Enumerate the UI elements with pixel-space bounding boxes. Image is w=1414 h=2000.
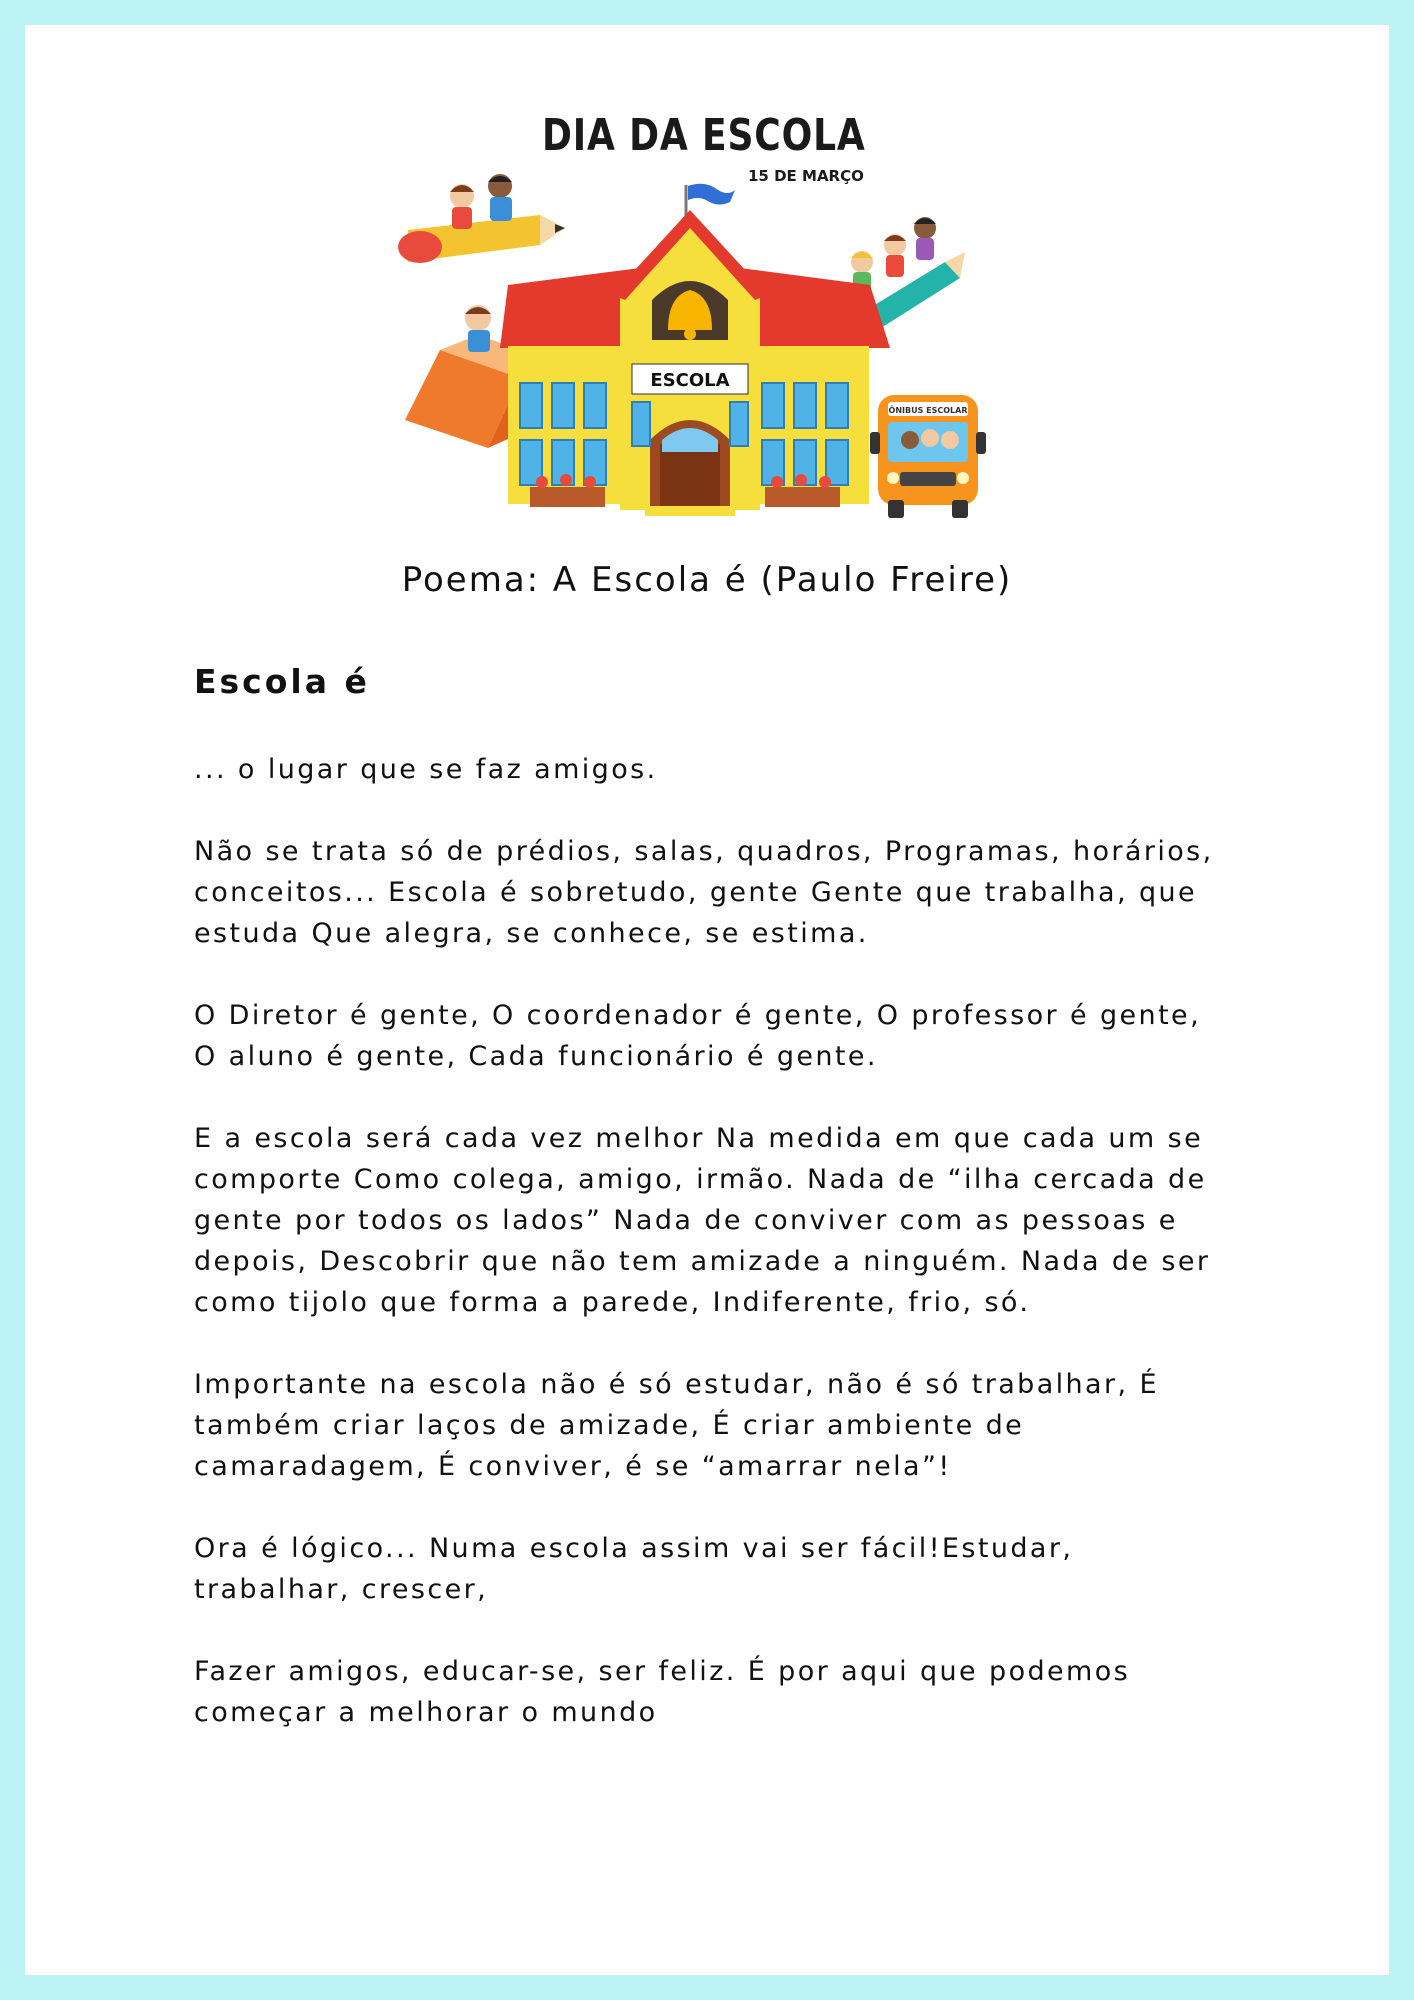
school-bus-icon [870,395,986,518]
poem-stanza: Importante na escola não é só estudar, não é só trabalhar, É também criar laços de amizade, É criar ambiente de camaradagem, É conviver, é se “amarrar nela”! [194,1369,1159,1482]
school-sign: ESCOLA [650,370,730,391]
poem-subtitle: Poema: A Escola é (Paulo Freire) [401,560,1013,600]
kids-on-pencil-left [398,174,565,263]
event-date: 15 DE MARÇO [748,167,864,185]
poem-stanza: Ora é lógico... Numa escola assim vai ser fácil!Estudar, trabalhar, crescer, [194,1533,1074,1605]
poem-stanza: E a escola será cada vez melhor Na medida em que cada um se comporte Como colega, amigo, irmão. Nada de “ilha cercada de gente por todos os lados” Nada de conviver com as pessoas e depois, Descobrir que não tem amizade a ninguém. Nada de ser como tijolo que forma a parede, Indiferente, frio, só. [194,1123,1211,1318]
event-title: DIA DA ESCOLA [542,110,866,161]
poem-body [194,662,1234,1774]
school-building [500,210,890,516]
bus-sign: ÔNIBUS ESCOLAR [888,406,968,415]
poem-stanza: Fazer amigos, educar-se, ser feliz. É por aqui que podemos começar a melhorar o mundo [194,1656,1131,1728]
flag-icon [688,184,735,205]
poem-stanza: ... o lugar que se faz amigos. [194,754,658,785]
poem-stanza: O Diretor é gente, O coordenador é gente, O professor é gente, O aluno é gente, Cada funcionário é gente. [194,1000,1202,1072]
poem-stanza: Não se trata só de prédios, salas, quadros, Programas, horários, conceitos... Escola é sobretudo, gente Gente que trabalha, que estuda Que alegra, se conhece, se estima. [194,836,1214,949]
poem-heading: Escola é [194,662,370,701]
